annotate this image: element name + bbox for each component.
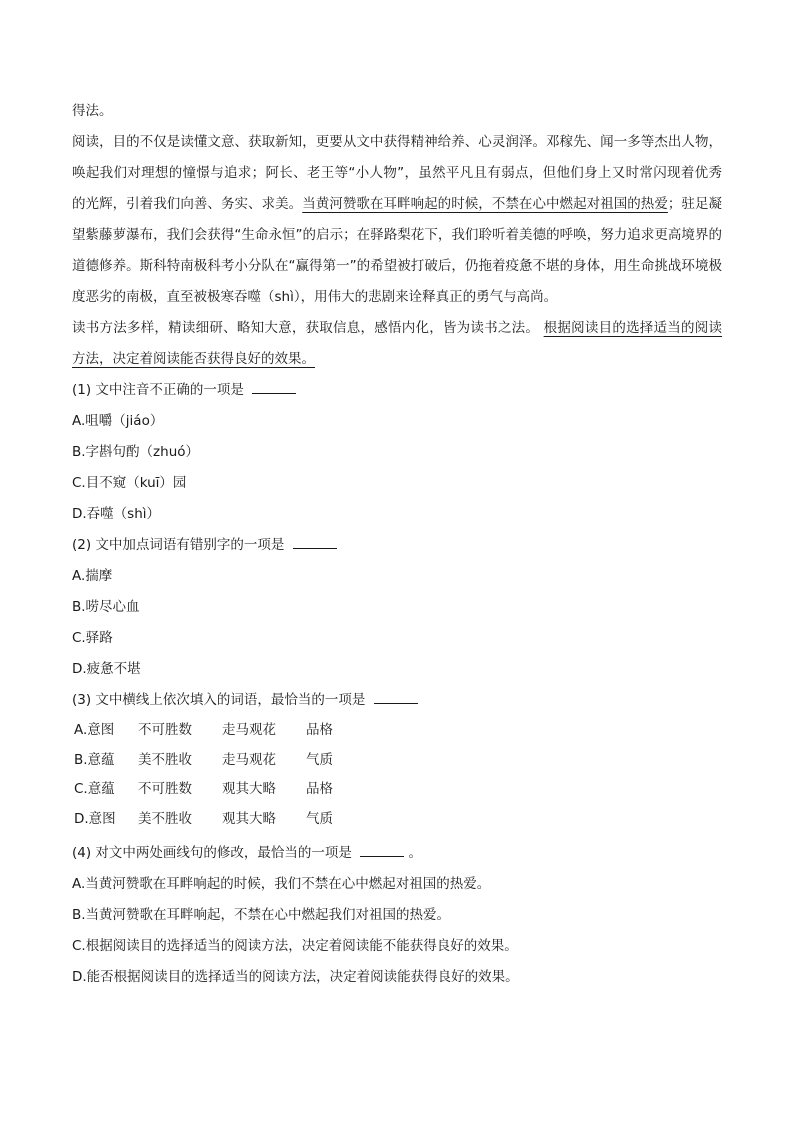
- answer-blank: [252, 379, 296, 394]
- question-3-option-row-a: [72, 716, 722, 746]
- passage-text: 读书方法多样，精读细研、略知大意，获取信息，感悟内化，皆为读书之法。: [72, 320, 544, 336]
- option-cell: 美不胜收: [138, 810, 192, 827]
- question-2-stem: [72, 530, 722, 561]
- underlined-sentence-1: 当黄河赞歌在耳畔响起的时候，不禁在心中燃起对祖国的热爱: [302, 196, 668, 212]
- question-4-option-c: C.根据阅读目的选择适当的阅读方法，决定着阅读能不能获得良好的效果。: [72, 938, 518, 954]
- question-3-options-table: [72, 716, 722, 834]
- question-2-option-a: A.揣摩: [72, 568, 113, 584]
- question-3-option-row-b: [72, 746, 722, 776]
- question-2-option-d: D.疲惫不堪: [72, 661, 141, 677]
- question-stem-text: (4) 对文中两处画线句的修改，最恰当的一项是: [72, 845, 352, 861]
- question-1-option-a: A.咀嚼（jiáo）: [72, 413, 164, 429]
- option-cell: 不可胜数: [138, 722, 192, 738]
- answer-blank: [360, 842, 404, 857]
- option-cell: 气质: [306, 810, 333, 827]
- question-1-option-b: B.字斟句酌（zhuó）: [72, 444, 200, 460]
- question-stem-text: (1) 文中注音不正确的一项是: [72, 382, 244, 398]
- document-page: [72, 96, 722, 993]
- passage-text: 阅读，目的不仅是读懂文意、获取新知，更要从文中获得精神给养、心灵润泽。邓稼先、闻一多等杰出人物，唤起我们对理想的憧憬与追求；阿长、老王等“小人物”，虽然平凡且有弱点，但他们身上又时常闪现着优秀 的光辉，引着我们向善、务实、求美。: [72, 134, 722, 212]
- option-cell: 观其大略: [222, 810, 276, 827]
- option-cell: B.意蕴: [74, 751, 115, 768]
- question-3-stem: [72, 685, 722, 716]
- question-1-stem: [72, 375, 722, 406]
- option-cell: C.意蕴: [74, 781, 115, 797]
- option-cell: 不可胜数: [138, 781, 192, 797]
- option-cell: A.意图: [74, 722, 115, 738]
- question-stem-end: 。: [408, 845, 423, 861]
- question-2-option-b: B.唠尽心血: [72, 599, 140, 615]
- question-3-option-row-d: [72, 805, 722, 835]
- passage-paragraph-2: [72, 313, 722, 375]
- option-cell: D.意图: [74, 810, 116, 827]
- question-1-option-c: C.目不窥（kuī）园: [72, 475, 187, 491]
- passage-text: ；驻足凝望紫藤萝瀑布，我们会获得“生命永恒”的启示；在驿路梨花下，我们聆听着美德的呼唤，努力追求更高境界的道德修养。斯科特南极科考小分队在“赢得第一”的希望被打破后，仍拖着疫惫不堪的身体，用生命挑战环境极度恶劣的南极，直至被极寒吞噬（shì），用伟大的悲剧来诠释真正的勇气与高尚。: [72, 196, 723, 305]
- option-cell: 走马观花: [222, 751, 276, 768]
- question-3-option-row-c: [72, 775, 722, 805]
- option-cell: 美不胜收: [138, 751, 192, 768]
- question-4-option-a: A.当黄河赞歌在耳畔响起的时候，我们不禁在心中燃起对祖国的热爱。: [72, 876, 491, 892]
- answer-blank: [374, 689, 418, 704]
- question-2-option-c: C.驿路: [72, 630, 113, 646]
- question-4-option-d: D.能否根据阅读目的选择适当的阅读方法，决定着阅读能获得良好的效果。: [72, 969, 519, 985]
- option-cell: 观其大略: [222, 781, 276, 797]
- option-cell: 走马观花: [222, 722, 276, 738]
- option-cell: 品格: [306, 722, 333, 738]
- question-stem-text: (3) 文中横线上依次填入的词语，最恰当的一项是: [72, 692, 366, 708]
- underlined-sentence-2: 根据阅读目的选择适当的阅读方法，决定着阅读能否获得良好的效果。: [72, 320, 723, 367]
- question-stem-text: (2) 文中加点词语有错别字的一项是: [72, 537, 285, 553]
- question-4-stem: [72, 838, 722, 869]
- option-cell: 气质: [306, 751, 333, 768]
- passage-paragraph-1: [72, 127, 722, 313]
- question-1-option-d: D.吞噬（shì）: [72, 506, 161, 522]
- question-4-option-b: B.当黄河赞歌在耳畔响起，不禁在心中燃起我们对祖国的热爱。: [72, 907, 451, 923]
- answer-blank: [293, 534, 337, 549]
- option-cell: 品格: [306, 781, 333, 797]
- passage-fragment: 得法。: [72, 103, 113, 119]
